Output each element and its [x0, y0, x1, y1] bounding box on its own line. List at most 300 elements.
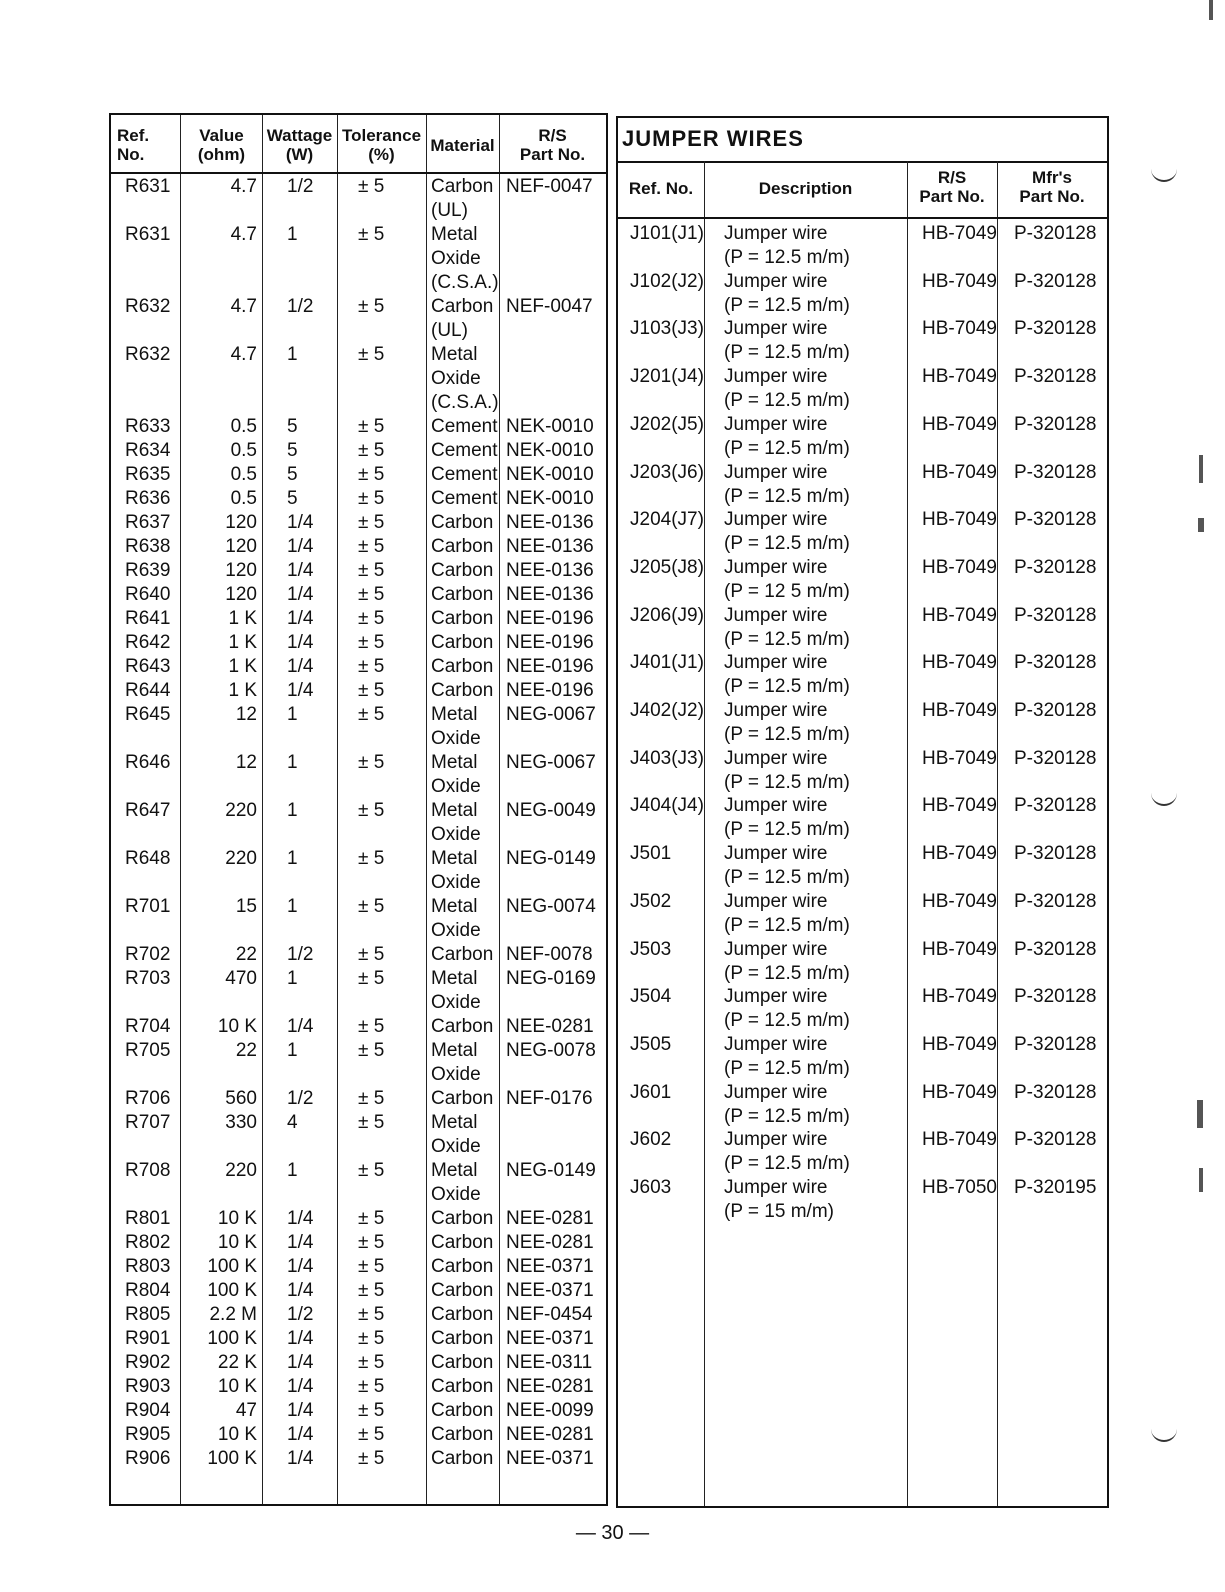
- wattage-cell: 1/2: [287, 1304, 314, 1325]
- mfr-part-no-cell: P-320128: [1014, 843, 1097, 865]
- wattage-cell: 5: [287, 488, 298, 509]
- material-cell: Carbon (UL): [431, 176, 494, 221]
- ref-cell: R632: [125, 296, 171, 317]
- value-cell: 120: [225, 536, 257, 557]
- material-cell: Cement: [431, 464, 498, 485]
- description-cell: Jumper wire (P = 12.5 m/m): [724, 461, 850, 507]
- tolerance-cell: ± 5: [358, 1400, 385, 1421]
- description-cell: Jumper wire (P = 12.5 m/m): [724, 795, 850, 841]
- part-no-cell: NEG-0074: [506, 896, 596, 917]
- part-no-cell: NEG-0049: [506, 800, 596, 821]
- wattage-cell: 1: [287, 896, 298, 917]
- material-cell: Metal Oxide: [431, 704, 481, 749]
- tolerance-cell: ± 5: [358, 1160, 385, 1181]
- ref-cell: J204(J7): [630, 509, 704, 531]
- header-description: Description: [758, 179, 853, 198]
- tolerance-cell: ± 5: [358, 1280, 385, 1301]
- ref-cell: J206(J9): [630, 604, 704, 626]
- material-cell: Carbon: [431, 1280, 494, 1301]
- part-no-cell: NEF-0176: [506, 1088, 593, 1109]
- wattage-cell: 1/4: [287, 1328, 314, 1349]
- tolerance-cell: ± 5: [358, 752, 385, 773]
- material-cell: Carbon: [431, 584, 494, 605]
- mfr-part-no-cell: P-320128: [1014, 604, 1097, 626]
- tolerance-cell: ± 5: [358, 344, 385, 365]
- tolerance-cell: ± 5: [358, 1256, 385, 1277]
- header-part-no: R/S Part No.: [519, 126, 586, 164]
- ref-cell: R904: [125, 1400, 171, 1421]
- wattage-cell: 1/4: [287, 1208, 314, 1229]
- part-no-cell: NEF-0078: [506, 944, 593, 965]
- wattage-cell: 1: [287, 344, 298, 365]
- material-cell: Carbon: [431, 1304, 494, 1325]
- column-divider: [997, 161, 998, 1506]
- value-cell: 10 K: [217, 1232, 257, 1253]
- description-cell: Jumper wire (P = 12 5 m/m): [724, 556, 850, 602]
- description-cell: Jumper wire (P = 12.5 m/m): [724, 700, 850, 745]
- tolerance-cell: ± 5: [358, 440, 385, 461]
- material-cell: Carbon: [431, 512, 494, 533]
- material-cell: Metal Oxide: [431, 800, 481, 845]
- material-cell: Carbon: [431, 1352, 494, 1373]
- material-cell: Carbon (UL): [431, 296, 494, 341]
- description-cell: Jumper wire (P = 12.5 m/m): [724, 1081, 850, 1127]
- part-no-cell: NEE-0371: [506, 1256, 594, 1277]
- material-cell: Carbon: [431, 632, 494, 653]
- tolerance-cell: ± 5: [358, 1328, 385, 1349]
- mfr-part-no-cell: P-320128: [1014, 986, 1097, 1008]
- wattage-cell: 5: [287, 464, 298, 485]
- ref-cell: R704: [125, 1016, 171, 1037]
- part-no-cell: NEE-0281: [506, 1208, 594, 1229]
- rs-part-no-cell: HB-7049: [922, 700, 997, 721]
- value-cell: 22: [235, 944, 257, 965]
- binder-hole-mark: [1151, 168, 1177, 182]
- ref-cell: R635: [125, 464, 171, 485]
- mfr-part-no-cell: P-320128: [1014, 652, 1097, 674]
- part-no-cell: NEE-0371: [506, 1328, 594, 1349]
- ref-cell: J101(J1): [630, 223, 704, 244]
- page-number: — 30 —: [575, 1522, 650, 1544]
- description-cell: Jumper wire (P = 12.5 m/m): [724, 223, 850, 268]
- material-cell: Cement: [431, 440, 498, 461]
- rs-part-no-cell: HB-7049: [922, 413, 997, 435]
- value-cell: 120: [225, 512, 257, 533]
- tolerance-cell: ± 5: [358, 704, 385, 725]
- ref-cell: R636: [125, 488, 171, 509]
- material-cell: Carbon: [431, 608, 494, 629]
- material-cell: Carbon: [431, 1424, 494, 1445]
- mfr-part-no-cell: P-320128: [1014, 795, 1097, 817]
- value-cell: 1 K: [228, 680, 257, 701]
- ref-cell: R641: [125, 608, 171, 629]
- rs-part-no-cell: HB-7049: [922, 1129, 997, 1151]
- value-cell: 220: [225, 800, 257, 821]
- ref-cell: R632: [125, 344, 171, 365]
- scan-mark: [1198, 518, 1204, 532]
- mfr-part-no-cell: P-320128: [1014, 318, 1097, 340]
- material-cell: Metal Oxide (C.S.A.): [431, 224, 499, 293]
- material-cell: Metal Oxide: [431, 848, 481, 893]
- tolerance-cell: ± 5: [358, 512, 385, 533]
- tolerance-cell: ± 5: [358, 968, 385, 989]
- description-cell: Jumper wire (P = 12.5 m/m): [724, 843, 850, 889]
- material-cell: Carbon: [431, 1448, 494, 1469]
- value-cell: 220: [225, 1160, 257, 1181]
- tolerance-cell: ± 5: [358, 1208, 385, 1229]
- tolerance-cell: ± 5: [358, 680, 385, 701]
- header-divider: [111, 172, 606, 174]
- header-ref-no: Ref. No.: [628, 179, 694, 198]
- material-cell: Carbon: [431, 1208, 494, 1229]
- value-cell: 120: [225, 560, 257, 581]
- wattage-cell: 1/4: [287, 1232, 314, 1253]
- value-cell: 100 K: [207, 1256, 257, 1277]
- material-cell: Metal Oxide (C.S.A.): [431, 344, 499, 413]
- rs-part-no-cell: HB-7049: [922, 795, 997, 817]
- material-cell: Carbon: [431, 536, 494, 557]
- ref-cell: J103(J3): [630, 318, 704, 340]
- mfr-part-no-cell: P-320128: [1014, 890, 1097, 912]
- mfr-part-no-cell: P-320128: [1014, 413, 1097, 435]
- mfr-part-no-cell: P-320128: [1014, 700, 1097, 721]
- wattage-cell: 1: [287, 848, 298, 869]
- tolerance-cell: ± 5: [358, 296, 385, 317]
- mfr-part-no-cell: P-320128: [1014, 747, 1097, 769]
- mfr-part-no-cell: P-320128: [1014, 509, 1097, 531]
- wattage-cell: 1: [287, 224, 298, 245]
- ref-cell: J403(J3): [630, 747, 704, 769]
- ref-cell: J503: [630, 938, 672, 960]
- ref-cell: J501: [630, 843, 672, 865]
- wattage-cell: 1/4: [287, 1352, 314, 1373]
- rs-part-no-cell: HB-7049: [922, 843, 997, 865]
- part-no-cell: NEG-0149: [506, 848, 596, 869]
- ref-cell: J203(J6): [630, 461, 704, 483]
- ref-cell: R703: [125, 968, 171, 989]
- mfr-part-no-cell: P-320128: [1014, 556, 1097, 578]
- jumper-wires-table: [616, 116, 1109, 1508]
- ref-cell: R801: [125, 1208, 171, 1229]
- ref-cell: R631: [125, 224, 171, 245]
- wattage-cell: 1: [287, 968, 298, 989]
- tolerance-cell: ± 5: [358, 1232, 385, 1253]
- tolerance-cell: ± 5: [358, 584, 385, 605]
- mfr-part-no-cell: P-320128: [1014, 223, 1097, 244]
- header-wattage: Wattage (W): [266, 126, 333, 164]
- wattage-cell: 1/4: [287, 1448, 314, 1469]
- wattage-cell: 4: [287, 1112, 298, 1133]
- part-no-cell: NEK-0010: [506, 464, 594, 485]
- mfr-part-no-cell: P-320128: [1014, 366, 1097, 388]
- tolerance-cell: ± 5: [358, 656, 385, 677]
- mfr-part-no-cell: P-320128: [1014, 938, 1097, 960]
- wattage-cell: 1/2: [287, 944, 314, 965]
- wattage-cell: 1/4: [287, 1400, 314, 1421]
- part-no-cell: NEG-0149: [506, 1160, 596, 1181]
- ref-cell: R705: [125, 1040, 171, 1061]
- scan-mark: [1199, 1168, 1203, 1192]
- scan-mark: [1197, 1100, 1203, 1128]
- value-cell: 1 K: [228, 632, 257, 653]
- description-cell: Jumper wire (P = 12.5 m/m): [724, 1033, 850, 1079]
- rs-part-no-cell: HB-7049: [922, 366, 997, 388]
- rs-part-no-cell: HB-7049: [922, 890, 997, 912]
- value-cell: 22 K: [217, 1352, 257, 1373]
- wattage-cell: 1: [287, 1040, 298, 1061]
- tolerance-cell: ± 5: [358, 848, 385, 869]
- description-cell: Jumper wire (P = 12.5 m/m): [724, 1129, 850, 1175]
- rs-part-no-cell: HB-7049: [922, 556, 997, 578]
- part-no-cell: NEF-0047: [506, 176, 593, 197]
- material-cell: Carbon: [431, 944, 494, 965]
- part-no-cell: NEE-0371: [506, 1448, 594, 1469]
- material-cell: Carbon: [431, 1016, 494, 1037]
- ref-cell: R708: [125, 1160, 171, 1181]
- mfr-part-no-cell: P-320128: [1014, 1129, 1097, 1151]
- column-divider: [262, 115, 263, 1504]
- value-cell: 4.7: [230, 296, 257, 317]
- material-cell: Metal Oxide: [431, 1040, 481, 1085]
- value-cell: 12: [235, 752, 257, 773]
- ref-cell: R803: [125, 1256, 171, 1277]
- part-no-cell: NEG-0067: [506, 704, 596, 725]
- ref-cell: R648: [125, 848, 171, 869]
- binder-hole-mark: [1151, 792, 1177, 806]
- wattage-cell: 1/4: [287, 656, 314, 677]
- rs-part-no-cell: HB-7049: [922, 270, 997, 292]
- ref-cell: J504: [630, 986, 672, 1008]
- value-cell: 220: [225, 848, 257, 869]
- part-no-cell: NEK-0010: [506, 440, 594, 461]
- wattage-cell: 1/4: [287, 512, 314, 533]
- material-cell: Cement: [431, 488, 498, 509]
- value-cell: 0.5: [230, 464, 257, 485]
- material-cell: Metal Oxide: [431, 1112, 481, 1157]
- wattage-cell: 1/4: [287, 680, 314, 701]
- part-no-cell: NEE-0311: [506, 1352, 593, 1373]
- wattage-cell: 1/4: [287, 632, 314, 653]
- material-cell: Carbon: [431, 1328, 494, 1349]
- value-cell: 10 K: [217, 1208, 257, 1229]
- material-cell: Metal Oxide: [431, 968, 481, 1013]
- rs-part-no-cell: HB-7049: [922, 461, 997, 483]
- rs-part-no-cell: HB-7049: [922, 1081, 997, 1103]
- tolerance-cell: ± 5: [358, 488, 385, 509]
- mfr-part-no-cell: P-320195: [1014, 1177, 1097, 1198]
- ref-cell: R804: [125, 1280, 171, 1301]
- material-cell: Carbon: [431, 560, 494, 581]
- part-no-cell: NEE-0196: [506, 656, 594, 677]
- ref-cell: J402(J2): [630, 700, 704, 721]
- part-no-cell: NEE-0099: [506, 1400, 594, 1421]
- part-no-cell: NEE-0281: [506, 1376, 594, 1397]
- tolerance-cell: ± 5: [358, 896, 385, 917]
- rs-part-no-cell: HB-7049: [922, 938, 997, 960]
- value-cell: 0.5: [230, 488, 257, 509]
- jumper-wires-title: JUMPER WIRES: [622, 126, 804, 151]
- value-cell: 0.5: [230, 416, 257, 437]
- tolerance-cell: ± 5: [358, 1040, 385, 1061]
- material-cell: Carbon: [431, 680, 494, 701]
- wattage-cell: 1/4: [287, 1424, 314, 1445]
- tolerance-cell: ± 5: [358, 536, 385, 557]
- description-cell: Jumper wire (P = 12.5 m/m): [724, 938, 850, 984]
- tolerance-cell: ± 5: [358, 464, 385, 485]
- part-no-cell: NEE-0281: [506, 1424, 594, 1445]
- tolerance-cell: ± 5: [358, 608, 385, 629]
- tolerance-cell: ± 5: [358, 1448, 385, 1469]
- part-no-cell: NEE-0196: [506, 608, 594, 629]
- header-value: Value (ohm): [197, 126, 246, 164]
- wattage-cell: 1: [287, 752, 298, 773]
- wattage-cell: 1/4: [287, 584, 314, 605]
- tolerance-cell: ± 5: [358, 1352, 385, 1373]
- value-cell: 12: [235, 704, 257, 725]
- description-cell: Jumper wire (P = 12.5 m/m): [724, 413, 850, 459]
- header-material: Material: [430, 136, 495, 155]
- column-divider: [907, 161, 908, 1506]
- rs-part-no-cell: HB-7049: [922, 318, 997, 340]
- header-tolerance: Tolerance (%): [341, 126, 422, 164]
- material-cell: Carbon: [431, 656, 494, 677]
- scan-mark: [1209, 0, 1213, 20]
- material-cell: Carbon: [431, 1400, 494, 1421]
- tolerance-cell: ± 5: [358, 1376, 385, 1397]
- ref-cell: R645: [125, 704, 171, 725]
- header-ref: Ref. No.: [117, 126, 150, 164]
- ref-cell: J404(J4): [630, 795, 704, 817]
- wattage-cell: 5: [287, 416, 298, 437]
- mfr-part-no-cell: P-320128: [1014, 461, 1097, 483]
- tolerance-cell: ± 5: [358, 416, 385, 437]
- value-cell: 10 K: [217, 1424, 257, 1445]
- ref-cell: R802: [125, 1232, 171, 1253]
- part-no-cell: NEK-0010: [506, 488, 594, 509]
- value-cell: 10 K: [217, 1016, 257, 1037]
- tolerance-cell: ± 5: [358, 1424, 385, 1445]
- tolerance-cell: ± 5: [358, 1088, 385, 1109]
- part-no-cell: NEG-0078: [506, 1040, 596, 1061]
- binder-hole-mark: [1151, 1428, 1177, 1442]
- wattage-cell: 1/4: [287, 1256, 314, 1277]
- part-no-cell: NEE-0196: [506, 680, 594, 701]
- rs-part-no-cell: HB-7049: [922, 986, 997, 1008]
- material-cell: Metal Oxide: [431, 896, 481, 941]
- ref-cell: R906: [125, 1448, 171, 1469]
- ref-cell: R805: [125, 1304, 171, 1325]
- header-rs-part-no: R/S Part No.: [919, 168, 985, 206]
- part-no-cell: NEE-0136: [506, 584, 594, 605]
- rs-part-no-cell: HB-7050: [922, 1177, 997, 1198]
- wattage-cell: 1/2: [287, 296, 314, 317]
- value-cell: 100 K: [207, 1448, 257, 1469]
- description-cell: Jumper wire (P = 12.5 m/m): [724, 318, 850, 364]
- ref-cell: J602: [630, 1129, 672, 1151]
- description-cell: Jumper wire (P = 12.5 m/m): [724, 604, 850, 650]
- tolerance-cell: ± 5: [358, 1112, 385, 1133]
- description-cell: Jumper wire (P = 12.5 m/m): [724, 890, 850, 936]
- part-no-cell: NEE-0136: [506, 560, 594, 581]
- ref-cell: R646: [125, 752, 171, 773]
- wattage-cell: 1/4: [287, 608, 314, 629]
- column-divider: [426, 115, 427, 1504]
- ref-cell: J603: [630, 1177, 672, 1198]
- material-cell: Metal Oxide: [431, 1160, 481, 1205]
- part-no-cell: NEE-0196: [506, 632, 594, 653]
- value-cell: 100 K: [207, 1328, 257, 1349]
- wattage-cell: 1/4: [287, 1016, 314, 1037]
- mfr-part-no-cell: P-320128: [1014, 1081, 1097, 1103]
- ref-cell: R637: [125, 512, 171, 533]
- ref-cell: J505: [630, 1033, 672, 1055]
- part-no-cell: NEE-0136: [506, 512, 594, 533]
- tolerance-cell: ± 5: [358, 632, 385, 653]
- value-cell: 4.7: [230, 224, 257, 245]
- wattage-cell: 1/4: [287, 560, 314, 581]
- ref-cell: R640: [125, 584, 171, 605]
- wattage-cell: 1/2: [287, 1088, 314, 1109]
- rs-part-no-cell: HB-7049: [922, 223, 997, 244]
- rs-part-no-cell: HB-7049: [922, 604, 997, 626]
- ref-cell: R647: [125, 800, 171, 821]
- header-mfr-part-no: Mfr's Part No.: [1019, 168, 1085, 206]
- ref-cell: J202(J5): [630, 413, 704, 435]
- column-divider: [337, 115, 338, 1504]
- part-no-cell: NEE-0371: [506, 1280, 594, 1301]
- ref-cell: R903: [125, 1376, 171, 1397]
- description-cell: Jumper wire (P = 12.5 m/m): [724, 366, 850, 412]
- part-no-cell: NEG-0169: [506, 968, 596, 989]
- ref-cell: J102(J2): [630, 270, 704, 292]
- material-cell: Carbon: [431, 1088, 494, 1109]
- value-cell: 15: [235, 896, 257, 917]
- value-cell: 47: [235, 1400, 257, 1421]
- value-cell: 560: [225, 1088, 257, 1109]
- value-cell: 1 K: [228, 656, 257, 677]
- wattage-cell: 1/4: [287, 536, 314, 557]
- tolerance-cell: ± 5: [358, 1304, 385, 1325]
- material-cell: Carbon: [431, 1232, 494, 1253]
- material-cell: Metal Oxide: [431, 752, 481, 797]
- wattage-cell: 1/4: [287, 1280, 314, 1301]
- wattage-cell: 1: [287, 1160, 298, 1181]
- tolerance-cell: ± 5: [358, 176, 385, 197]
- ref-cell: J201(J4): [630, 366, 704, 388]
- value-cell: 22: [235, 1040, 257, 1061]
- wattage-cell: 1: [287, 704, 298, 725]
- ref-cell: R644: [125, 680, 171, 701]
- scan-mark: [1199, 455, 1203, 483]
- tolerance-cell: ± 5: [358, 944, 385, 965]
- value-cell: 120: [225, 584, 257, 605]
- wattage-cell: 1/4: [287, 1376, 314, 1397]
- ref-cell: R707: [125, 1112, 171, 1133]
- ref-cell: R643: [125, 656, 171, 677]
- column-divider: [704, 161, 705, 1506]
- ref-cell: R642: [125, 632, 171, 653]
- ref-cell: R901: [125, 1328, 171, 1349]
- tolerance-cell: ± 5: [358, 224, 385, 245]
- description-cell: Jumper wire (P = 12.5 m/m): [724, 270, 850, 316]
- material-cell: Cement: [431, 416, 498, 437]
- value-cell: 0.5: [230, 440, 257, 461]
- rs-part-no-cell: HB-7049: [922, 1033, 997, 1055]
- rs-part-no-cell: HB-7049: [922, 652, 997, 674]
- rs-part-no-cell: HB-7049: [922, 509, 997, 531]
- value-cell: 330: [225, 1112, 257, 1133]
- ref-cell: R633: [125, 416, 171, 437]
